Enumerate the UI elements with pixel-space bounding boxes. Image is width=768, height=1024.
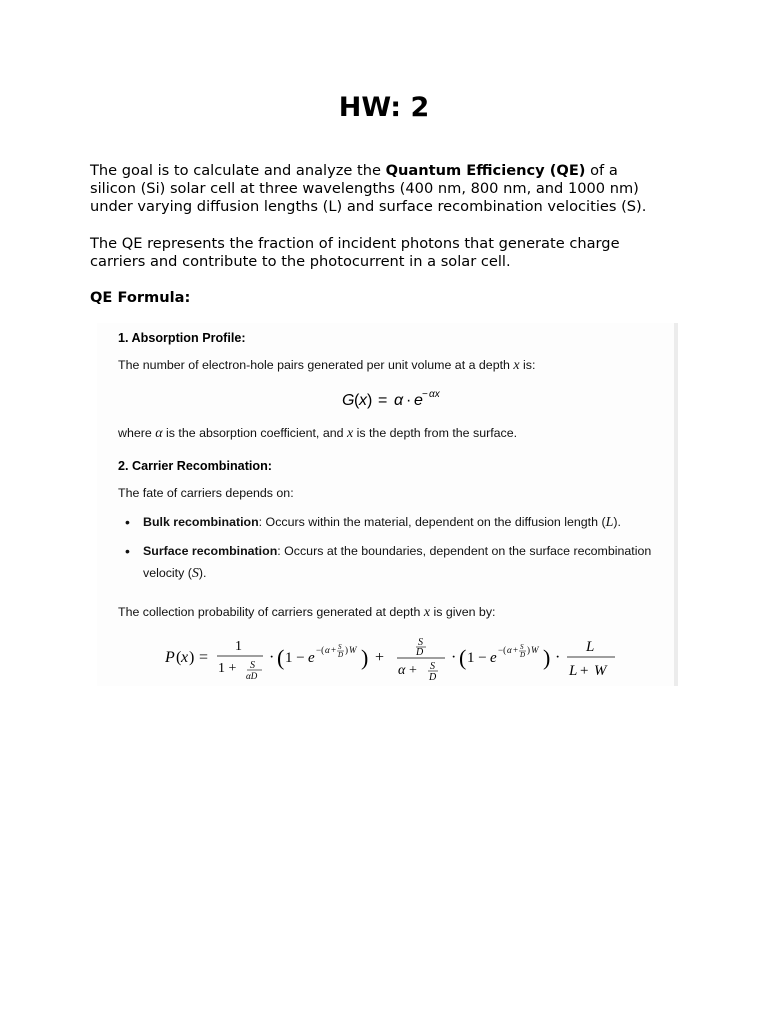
svg-text:1 −: 1 −	[285, 650, 305, 666]
svg-text:D: D	[416, 647, 424, 658]
qe-description-line-2: carriers and contribute to the photocurrent in a solar cell.	[90, 253, 511, 271]
svg-text:α: α	[325, 645, 330, 655]
svg-text:S: S	[250, 660, 255, 671]
svg-text:x: x	[181, 649, 189, 666]
svg-text:·: ·	[555, 649, 561, 666]
svg-text:α: α	[507, 645, 512, 655]
svg-text:): )	[361, 645, 369, 670]
svg-text:): )	[189, 649, 195, 666]
intro-line-2: silicon (Si) solar cell at three wavelengths (400 nm, 800 nm, and 1000 nm)	[90, 180, 639, 198]
intro-bold-term: Quantum Efficiency (QE)	[385, 162, 586, 179]
svg-text:αx: αx	[429, 389, 440, 400]
bullet-end: ).	[198, 566, 207, 580]
intro-line-3: under varying diffusion lengths (L) and surface recombination velocities (S).	[90, 198, 647, 216]
svg-text:(: (	[277, 645, 285, 670]
svg-text:): )	[345, 645, 348, 655]
svg-text:e: e	[414, 392, 423, 409]
var-L: L	[605, 515, 614, 530]
bullet-end: ).	[613, 515, 621, 529]
formula-image	[97, 323, 678, 686]
collection-probability-equation	[165, 635, 635, 681]
bullet-dot: •	[125, 514, 130, 530]
bullet-text	[143, 511, 663, 534]
intro-text: The goal is to calculate and analyze the	[90, 162, 386, 179]
collection-text-b: is given by:	[430, 605, 496, 619]
svg-text:G: G	[342, 392, 355, 409]
qe-formula-heading: QE Formula:	[90, 289, 191, 306]
svg-text:1 +: 1 +	[218, 661, 237, 676]
section-2-title: 2. Carrier Recombination:	[118, 459, 272, 473]
svg-text:(: (	[176, 649, 182, 666]
bullet-body-line-2: velocity (	[143, 566, 192, 580]
svg-text:D: D	[429, 672, 437, 683]
svg-text:−(: −(	[316, 645, 325, 655]
svg-text:+: +	[580, 663, 589, 679]
where-text-b: is the absorption coefficient, and	[162, 426, 347, 440]
svg-text:x: x	[359, 392, 367, 409]
svg-text:P: P	[165, 649, 175, 666]
svg-text:W: W	[594, 663, 607, 679]
qe-description-paragraph	[90, 235, 690, 271]
svg-text:e: e	[308, 650, 315, 666]
svg-text:−: −	[422, 389, 428, 400]
svg-text:): )	[527, 645, 530, 655]
svg-text:): )	[367, 392, 373, 409]
svg-text:): )	[543, 645, 551, 670]
bullet-dot: •	[125, 543, 130, 559]
var-x: x	[423, 605, 431, 620]
svg-text:+: +	[375, 649, 385, 666]
svg-text:+: +	[331, 645, 337, 655]
svg-text:S: S	[520, 643, 524, 651]
collection-text	[118, 605, 495, 621]
svg-text:S: S	[418, 637, 423, 648]
svg-text:1: 1	[235, 639, 242, 654]
bullet-text	[143, 540, 663, 585]
svg-text:S: S	[338, 643, 342, 651]
fate-text: The fate of carriers depends on:	[118, 486, 294, 500]
svg-text:α: α	[394, 392, 404, 409]
generation-equation-svg	[342, 387, 462, 413]
bullet-bold: Bulk recombination	[143, 515, 259, 529]
svg-text:D: D	[520, 651, 526, 659]
svg-text:−(: −(	[498, 645, 507, 655]
svg-text:(: (	[354, 392, 360, 409]
svg-text:L: L	[586, 639, 595, 655]
svg-text:·: ·	[269, 649, 275, 666]
svg-text:αD: αD	[246, 671, 258, 681]
svg-text:S: S	[430, 661, 435, 672]
collection-equation-svg	[165, 635, 635, 685]
qe-description-line-1: The QE represents the fraction of incident photons that generate charge	[90, 235, 620, 252]
svg-text:W: W	[531, 645, 539, 655]
var-alpha: α	[155, 426, 163, 441]
where-text-a: where	[118, 426, 156, 440]
collection-text-a: The collection probability of carriers generated at depth	[118, 605, 424, 619]
svg-text:(: (	[459, 645, 467, 670]
svg-text:=: =	[199, 649, 209, 666]
svg-text:L: L	[569, 663, 578, 679]
svg-text:α: α	[398, 663, 406, 678]
intro-paragraph	[90, 162, 690, 217]
var-S: S	[191, 566, 199, 581]
bullet-bold: Surface recombination	[143, 544, 278, 558]
where-text-c: is the depth from the surface.	[353, 426, 518, 440]
var-x: x	[346, 426, 354, 441]
page-title: HW: 2	[338, 92, 430, 123]
svg-text:·: ·	[451, 649, 457, 666]
svg-text:·: ·	[406, 392, 412, 409]
where-text	[118, 426, 517, 442]
svg-text:e: e	[490, 650, 497, 666]
intro-text-end: of a	[585, 162, 618, 179]
svg-text:+: +	[409, 663, 417, 678]
absorption-text-b: is:	[519, 358, 536, 372]
section-1-title: 1. Absorption Profile:	[118, 331, 246, 345]
svg-text:+: +	[513, 645, 519, 655]
absorption-text-a: The number of electron-hole pairs generated per unit volume at a depth	[118, 358, 514, 372]
absorption-text	[118, 358, 535, 374]
svg-text:D: D	[338, 651, 344, 659]
bullet-body: : Occurs at the boundaries, dependent on the surface recombination	[277, 544, 652, 558]
bullet-body: : Occurs within the material, dependent on the diffusion length (	[258, 515, 606, 529]
svg-text:1 −: 1 −	[467, 650, 487, 666]
svg-text:W: W	[349, 645, 357, 655]
generation-equation	[342, 387, 462, 418]
svg-text:=: =	[378, 392, 388, 409]
var-x: x	[513, 358, 520, 373]
